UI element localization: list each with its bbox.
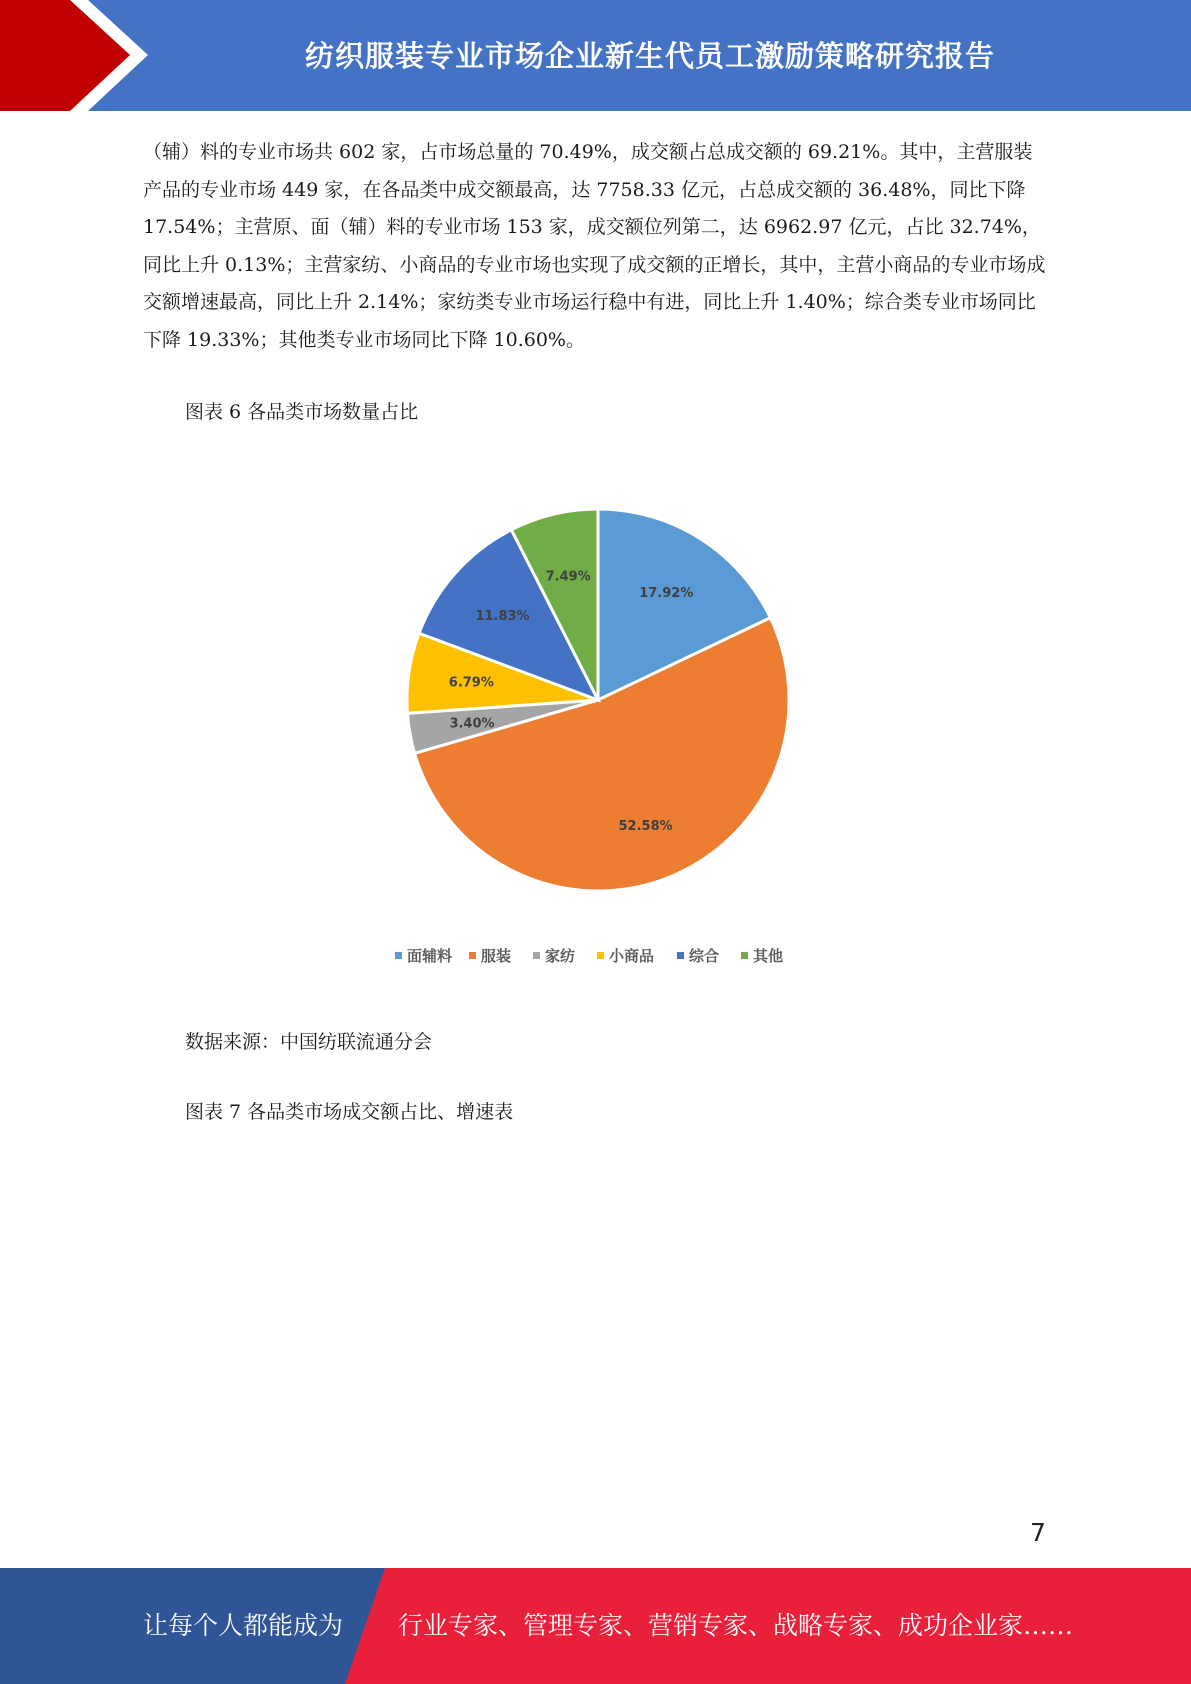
legend-swatch-6 [741, 952, 748, 959]
legend-label-3: 家纺 [545, 947, 576, 965]
pie-data-label-1: 17.92% [639, 585, 694, 601]
legend-label-1: 面辅料 [407, 947, 453, 965]
footer-slogan-right: 行业专家、管理专家、营销专家、战略专家、成功企业家…… [398, 1611, 1074, 1640]
pie-data-label-3: 3.40% [449, 716, 495, 732]
legend-swatch-1 [395, 952, 402, 959]
pie-data-label-5: 11.83% [475, 608, 530, 624]
figure-7-caption: 图表 7 各品类市场成交额占比、增速表 [185, 1101, 514, 1123]
data-source: 数据来源：中国纺联流通分会 [185, 1031, 433, 1053]
legend-swatch-2 [469, 952, 476, 959]
legend-label-6: 其他 [753, 947, 784, 965]
pie-data-label-6: 7.49% [545, 569, 591, 585]
body-paragraph: （辅）料的专业市场共 602 家，占市场总量的 70.49%，成交额占总成交额的 69.21%。其中，主营服装产品的专业市场 449 家，在各品类中成交额最高，达 7758.33 亿元，占总成交额的 36.48%，同比下降 17.54%；主营原、面（辅）料的专业市场 153 家，成交额位列第二，达 6962.97 亿元，占比 32.74%，同比上升 0.13%；主营家纺、小商品的专业市场也实现了成交额的正增长，其中，主营小商品的专业市场成交额增速最高，同比上升 2.14%；家纺类专业市场运行稳中有进，同比上升 1.40%；综合类专业市场同比下降 19.33%；其他类专业市场同比下降 10.60%。 [143, 141, 1046, 351]
legend-label-4: 小商品 [609, 947, 655, 965]
legend-swatch-3 [533, 952, 540, 959]
figure-6-caption: 图表 6 各品类市场数量占比 [185, 401, 419, 423]
footer-slogan-left: 让每个人都能成为 [143, 1611, 344, 1640]
pie-data-label-4: 6.79% [448, 675, 494, 691]
legend-swatch-5 [677, 952, 684, 959]
page-footer [0, 1568, 1191, 1684]
page-header [0, 0, 1191, 111]
page-number: 7 [1030, 1518, 1046, 1547]
pie-data-label-2: 52.58% [618, 818, 673, 834]
legend-label-2: 服装 [481, 947, 512, 965]
report-title: 纺织服装专业市场企业新生代员工激励策略研究报告 [304, 39, 995, 73]
pie-slices [407, 509, 789, 891]
legend-swatch-4 [597, 952, 604, 959]
pie-chart [380, 490, 820, 980]
pie-legend [395, 947, 783, 965]
legend-label-5: 综合 [689, 947, 720, 965]
